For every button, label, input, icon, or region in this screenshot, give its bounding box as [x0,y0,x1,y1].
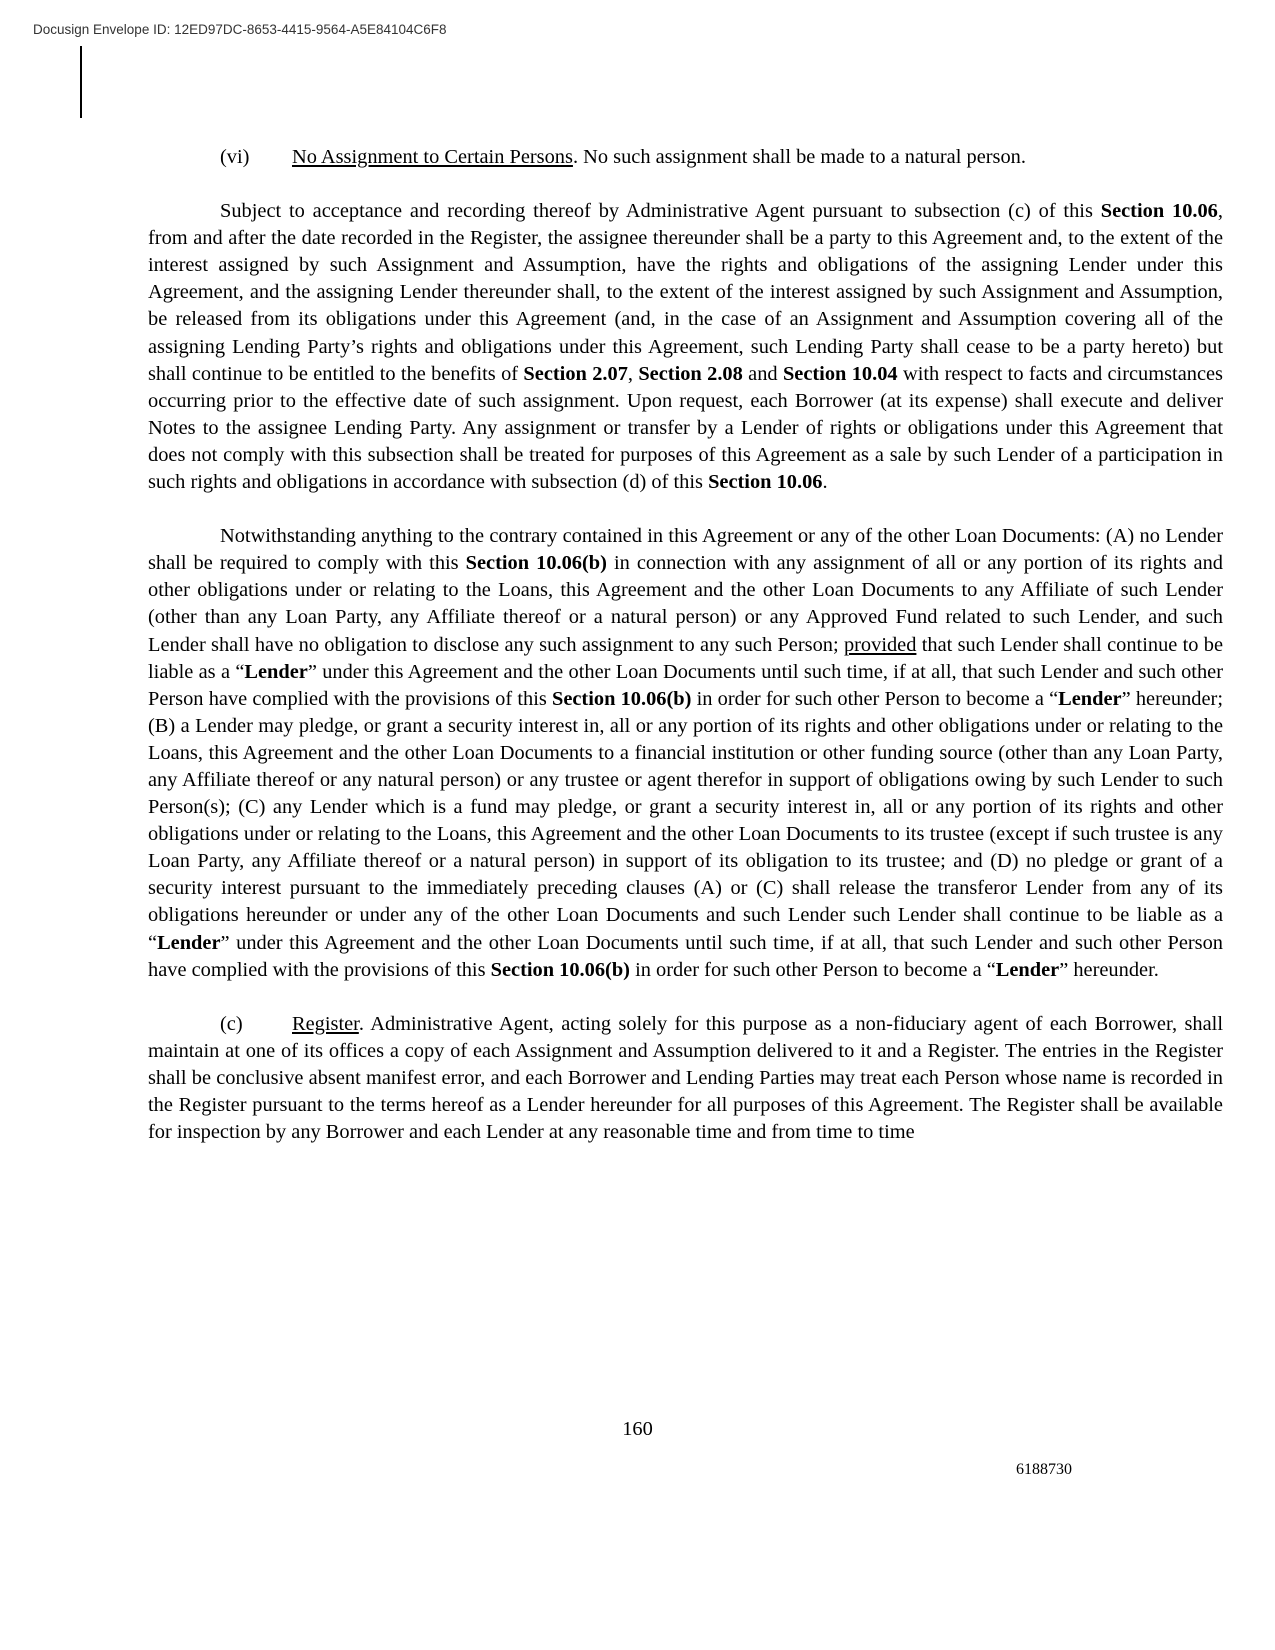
document-body [148,144,1223,1146]
section-reference: Section 2.07 [523,362,628,385]
text-run: Notwithstanding anything to the contrary contained in this Agreement or any of the other Loan Documents: (A) no Lender shall be required to comply with this [148,525,1223,575]
text-run: , [627,362,639,385]
text-run: ” under this Agreement and the other Loan Documents until such time, if at all, that such Lender and such other Person have complied with the provisions of this [148,660,1223,710]
section-reference: Section 10.06(b) [490,958,630,981]
paragraph-assignee-rights [148,198,1223,496]
clause-vi-number: (vi) [220,146,250,168]
page-number: 160 [622,1418,653,1440]
section-reference: Section 10.04 [782,362,898,385]
text-run: ” hereunder. [1059,958,1159,981]
provided-term: provided [843,633,917,656]
text-run: ” under this Agreement and the other Loan Documents until such time, if at all, that such Lender and such other Person have complied with the provisions of this [148,931,1223,981]
text-run: with respect to facts and circumstances occurring prior to the effective date of such assignment. Upon request, each Borrower (at its expense) shall execute and deliver Notes to the assignee Lending Party. Any assignment or transfer by a Lender of rights or obligations under this Agreement that does not comply with this subsection shall be treated for purposes of this Agreement as a sale by such Lender of a participation in such rights and obligations in accordance with subsection (d) of this [148,362,1223,494]
docusign-envelope-id: Docusign Envelope ID: 12ED97DC-8653-4415-9564-A5E84104C6F8 [33,22,447,37]
text-run: in order for such other Person to become a “ [691,687,1059,710]
text-run: . [822,471,828,494]
text-run: and [742,362,783,385]
clause-c-text: . Administrative Agent, acting solely for this purpose as a non-fiduciary agent of each Borrower, shall maintain at one of its offices a copy of each Assignment and Assumption delivered to it and a Register. The entries in the Register shall be conclusive absent manifest error, and each Borrower and Lending Parties may treat each Person whose name is recorded in the Register pursuant to the terms hereof as a Lender hereunder for all purposes of this Agreement. The Register shall be available for inspection by any Borrower and each Lender at any reasonable time and from time to time [148,1012,1223,1144]
text-run: Subject to acceptance and recording thereof by Administrative Agent pursuant to subsection (c) of this [220,200,1101,223]
text-run: that such Lender shall continue to be liable as a “ [148,633,1224,683]
defined-term: Lender [157,931,221,954]
paragraph-notwithstanding [148,523,1223,984]
defined-term: Lender [995,958,1060,981]
clause-c-number: (c) [220,1012,243,1035]
defined-term: Lender [244,660,308,683]
clause-vi-text: . No such assignment shall be made to a natural person. [572,146,1026,168]
revision-bar [80,46,82,118]
section-reference: Section 10.06(b) [465,552,607,575]
clause-vi-heading: No Assignment to Certain Persons [292,146,573,168]
clause-c-register [148,1011,1223,1146]
section-reference: Section 2.08 [638,362,743,385]
text-run: in connection with any assignment of all or any portion of its rights and other obligations under or relating to the Loans, this Agreement and the other Loan Documents to any Affiliate of such Lender (other than any Loan Party, any Affiliate thereof or a natural person) or any Approved Fund related to such Lender, and such Lender shall have no obligation to disclose any such assignment to any such Person; [148,552,1223,656]
section-reference: Section 10.06 [1100,200,1218,223]
document-id: 6188730 [1016,1461,1072,1478]
text-run: , from and after the date recorded in the Register, the assignee thereunder shall be a party to this Agreement and, to the extent of the interest assigned by such Assignment and Assumption, have the rights and obligations of the assigning Lender under this Agreement, and the assigning Lender thereunder shall, to the extent of the interest assigned by such Assignment and Assumption, be released from its obligations under this Agreement (and, in the case of an Assignment and Assumption covering all of the assigning Lending Party’s rights and obligations under this Agreement, such Lending Party shall cease to be a party hereto) but shall continue to be entitled to the benefits of [148,200,1223,385]
text-run: ” hereunder; (B) a Lender may pledge, or grant a security interest in, all or any portion of its rights and other obligations under or relating to the Loans, this Agreement and the other Loan Documents to a financial institution or other funding source (other than any Loan Party, any Affiliate thereof or any natural person) or any trustee or agent therefor in support of obligations owing by such Lender to such Person(s); (C) any Lender which is a fund may pledge, or grant a security interest in, all or any portion of its rights and other obligations under or relating to the Loans, this Agreement and the other Loan Documents to its trustee (except if such trustee is any Loan Party, any Affiliate thereof or a natural person) in support of its obligation to its trustee; and (D) no pledge or grant of a security interest pursuant to the immediately preceding clauses (A) or (C) shall release the transferor Lender from any of its obligations hereunder or under any of the other Loan Documents and such Lender such Lender shall continue to be liable as a “ [148,687,1223,954]
text-run: in order for such other Person to become a “ [629,958,996,981]
section-reference: Section 10.06 [708,471,823,494]
section-reference: Section 10.06(b) [551,687,692,710]
defined-term: Lender [1058,687,1122,710]
clause-c-heading: Register [292,1012,359,1035]
clause-vi [148,144,1223,171]
